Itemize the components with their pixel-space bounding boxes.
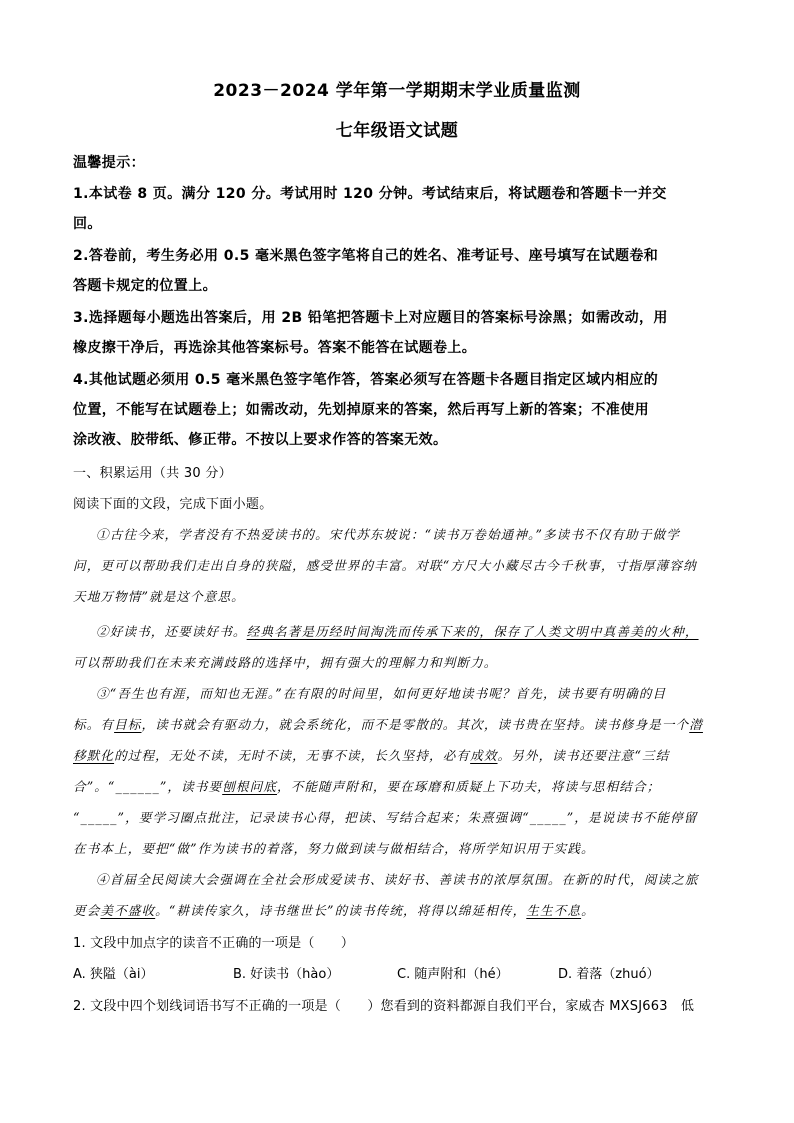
passage-text: 。“耕读传家久，诗书继世长”的读书传统，将得以绵延相传，: [155, 903, 527, 918]
passage-text: 。: [581, 903, 595, 918]
passage-text: 标。有: [73, 717, 115, 732]
question-1-option-b[interactable]: B. 好读书（hào）: [233, 967, 340, 982]
notice-line: 1.本试卷 8 页。满分 120 分。考试用时 120 分钟。考试结束后，将试题卷和答题卡一并交: [73, 186, 667, 202]
fill-blank: _____: [529, 810, 567, 825]
underlined-word: 生生不息: [526, 903, 582, 918]
passage-line: 问，更可以帮助我们走出自身的狭隘，感受世界的丰富。对联“方尺大小藏尽古今千秋事，寸指厚薄容纳: [73, 558, 697, 573]
exam-title: 2023－2024 学年第一学期期末学业质量监测: [213, 81, 581, 101]
passage-text: ②好读书，还要读好书。: [96, 624, 247, 639]
question-1-option-d[interactable]: D. 着落（zhuó）: [558, 967, 660, 982]
exam-subtitle: 七年级语文试题: [335, 121, 459, 141]
passage-text: ”，是说读书不能停留: [566, 810, 698, 825]
notice-line: 2.答卷前，考生务必用 0.5 毫米黑色签字笔将自己的姓名、准考证号、座号填写在试题卷和: [73, 248, 659, 264]
passage-text: ”，读书要: [159, 779, 223, 794]
underlined-word: 成效: [470, 748, 498, 763]
notice-line: 涂改液、胶带纸、修正带。不按以上要求作答的答案无效。: [73, 432, 448, 448]
underlined-word: 美不盛收: [100, 903, 156, 918]
passage-line: 可以帮助我们在未来充满歧路的选择中，拥有强大的理解力和判断力。: [73, 655, 498, 670]
passage-line: [73, 745, 723, 764]
passage-text: ，不能随声附和，要在琢磨和质疑上下功夫，将读与思相结合；: [276, 779, 661, 794]
passage-text: 更会: [73, 903, 101, 918]
passage-line: [73, 807, 723, 826]
passage-text: 的过程，无处不读，无时不读，无事不读，长久坚持，必有: [114, 748, 471, 763]
passage-line: [96, 621, 723, 640]
notice-line: 4.其他试题必须用 0.5 毫米黑色签字笔作答，答案必须写在答题卡各题目指定区域内相应的: [73, 372, 659, 388]
notice-line: 回。: [73, 216, 102, 232]
passage-line: ④首届全民阅读大会强调在全社会形成爱读书、读好书、善读书的浓厚氛围。在新的时代，阅读之旅: [96, 872, 699, 887]
underlined-word: 潜: [689, 717, 703, 732]
question-2-stem: 2. 文段中四个划线词语书写不正确的一项是（ ）您看到的资料都源自我们平台，家威杏 MXSJ663 低: [73, 999, 695, 1014]
notice-line: 位置，不能写在试题卷上；如需改动，先划掉原来的答案，然后再写上新的答案；不准使用: [73, 402, 649, 418]
notice-line: 橡皮擦干净后，再选涂其他答案标号。答案不能答在试题卷上。: [73, 340, 477, 356]
passage-line: [73, 714, 723, 733]
passage-line: 天地万物情”就是这个意思。: [73, 589, 245, 604]
passage-line: ③“吾生也有涯，而知也无涯。”在有限的时间里，如何更好地读书呢？首先，读书要有明确的目: [96, 686, 667, 701]
passage-line: 在书本上，要把“做”作为读书的着落，努力做到读与做相结合，将所学知识用于实践。: [73, 841, 595, 856]
fill-blank: _____: [80, 810, 118, 825]
notice-heading: 温馨提示：: [73, 155, 145, 171]
question-1-option-c[interactable]: C. 随声附和（hé）: [397, 967, 509, 982]
notice-line: 3.选择题每小题选出答案后，用 2B 铅笔把答题卡上对应题目的答案标号涂黑；如需改动，用: [73, 310, 668, 326]
section-heading: 一、积累运用（共 30 分）: [73, 466, 233, 481]
passage-text: ”，要学习圈点批注，记录读书心得，把读、写结合起来；朱熹强调“: [117, 810, 530, 825]
passage-text: 。另外，读书还要注意“三结: [497, 748, 670, 763]
question-1-stem: 1. 文段中加点字的读音不正确的一项是（ ）: [73, 936, 355, 951]
underlined-word: 目标: [114, 717, 142, 732]
passage-line: [73, 776, 723, 795]
underlined-word: 刨根问底: [222, 779, 277, 794]
question-1-option-a[interactable]: A. 狭隘（ài）: [73, 967, 154, 982]
underlined-word: 移默化: [73, 748, 115, 763]
fill-blank: ______: [115, 779, 160, 794]
passage-text: ，读书就会有驱动力，就会系统化，而不是零散的。其次，读书贵在坚持。读书修身是一个: [141, 717, 690, 732]
passage-line: ①古往今来，学者没有不热爱读书的。宋代苏东坡说：“读书万卷始通神。”多读书不仅有助于做学: [96, 527, 680, 542]
passage-text: 合”。“: [73, 779, 116, 794]
passage-text: “: [73, 810, 81, 825]
section-instruction: 阅读下面的文段，完成下面小题。: [73, 497, 273, 512]
passage-line: [73, 900, 723, 919]
notice-line: 答题卡规定的位置上。: [73, 278, 217, 294]
underlined-sentence: 经典名著是历经时间淘洗而传承下来的，保存了人类文明中真善美的火种，: [246, 624, 699, 639]
